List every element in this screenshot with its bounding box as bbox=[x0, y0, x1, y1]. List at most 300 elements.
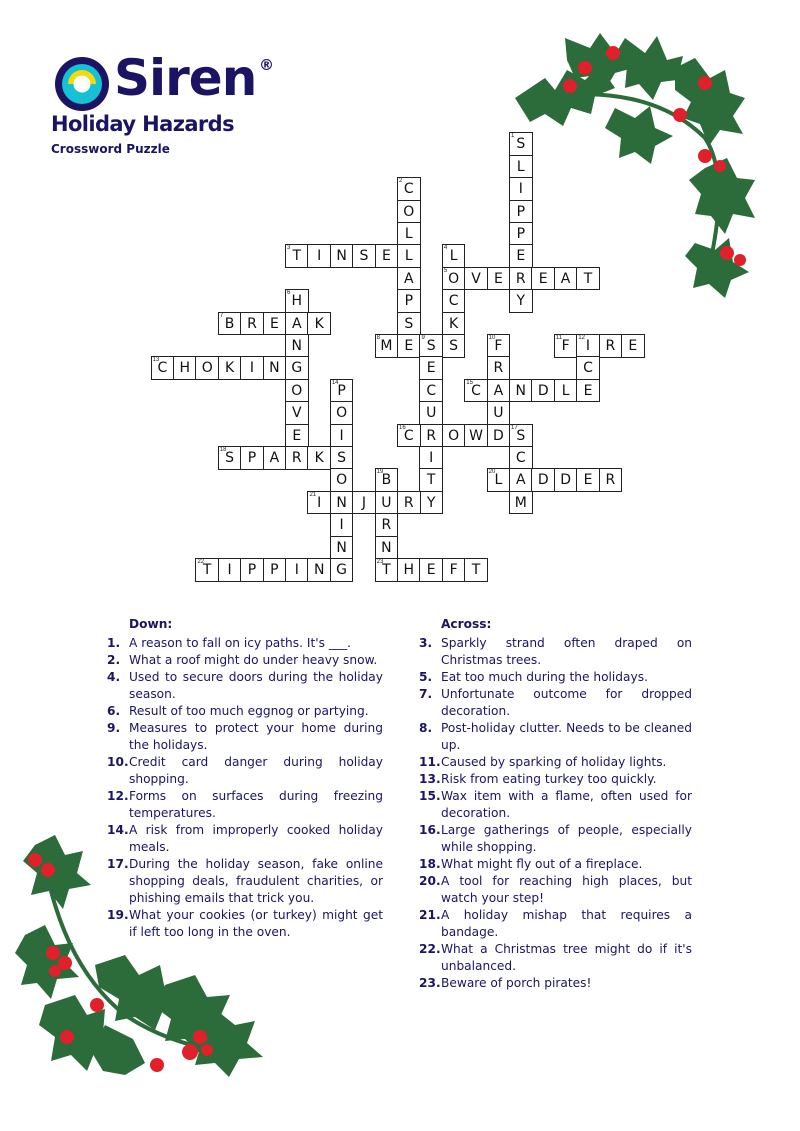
cell-letter: J bbox=[361, 494, 367, 511]
cell-letter: H bbox=[179, 360, 191, 377]
crossword-cell bbox=[195, 356, 219, 380]
crossword-cell bbox=[397, 222, 421, 246]
cell-letter: C bbox=[157, 360, 168, 377]
clue-down bbox=[107, 788, 383, 822]
clue-number: 15. bbox=[419, 789, 441, 803]
cell-letter: T bbox=[292, 248, 302, 265]
crossword-cell bbox=[218, 558, 242, 582]
cell-letter: P bbox=[516, 226, 526, 243]
crossword-cell bbox=[509, 424, 533, 448]
crossword-cell bbox=[240, 312, 264, 336]
crossword-cell bbox=[442, 289, 466, 313]
crossword-cell bbox=[352, 244, 376, 268]
cell-number: 4 bbox=[443, 245, 448, 252]
cell-letter: I bbox=[294, 562, 299, 579]
cell-letter: R bbox=[403, 494, 414, 511]
crossword-cell bbox=[419, 424, 443, 448]
crossword-cell bbox=[263, 446, 287, 470]
clue-text: Eat too much during the holidays. bbox=[441, 670, 648, 684]
cell-letter: S bbox=[516, 136, 526, 153]
clue-number: 11. bbox=[419, 755, 441, 769]
clue-number: 4. bbox=[107, 670, 121, 684]
cell-letter: T bbox=[202, 562, 212, 579]
cell-letter: E bbox=[404, 338, 414, 355]
clue-down bbox=[107, 856, 383, 907]
cell-letter: T bbox=[426, 472, 436, 489]
crossword-cell bbox=[487, 356, 511, 380]
cell-letter: A bbox=[560, 270, 571, 287]
cell-letter: C bbox=[471, 382, 481, 399]
cell-letter: C bbox=[403, 181, 414, 198]
cell-letter: B bbox=[224, 315, 235, 332]
crossword-cell bbox=[285, 334, 309, 358]
cell-letter: D bbox=[560, 472, 571, 489]
clue-across bbox=[419, 856, 692, 873]
cell-letter: B bbox=[381, 472, 392, 489]
cell-letter: O bbox=[403, 203, 415, 220]
cell-letter: F bbox=[449, 562, 458, 579]
cell-letter: U bbox=[381, 494, 392, 511]
crossword-cell bbox=[487, 401, 511, 425]
clue-text: Risk from eating turkey too quickly. bbox=[441, 772, 657, 786]
cell-letter: S bbox=[359, 248, 369, 265]
crossword-cell bbox=[151, 356, 175, 380]
clue-across bbox=[419, 635, 692, 669]
cell-number: 18 bbox=[219, 447, 227, 454]
clue-number: 10. bbox=[107, 755, 129, 769]
brand-name: Siren bbox=[114, 49, 257, 107]
cell-letter: P bbox=[337, 382, 346, 399]
crossword-cell bbox=[554, 334, 578, 358]
crossword-cell bbox=[576, 334, 600, 358]
crossword-cell bbox=[330, 468, 354, 492]
crossword-cell bbox=[509, 446, 533, 470]
clue-number: 23. bbox=[419, 976, 441, 990]
clue-across bbox=[419, 686, 692, 720]
clue-text: Beware of porch pirates! bbox=[441, 976, 592, 990]
cell-letter: E bbox=[381, 248, 391, 265]
cell-number: 11 bbox=[555, 335, 563, 342]
cell-letter: I bbox=[249, 360, 255, 377]
cell-letter: E bbox=[493, 270, 503, 287]
cell-letter: C bbox=[426, 382, 437, 399]
crossword-cell bbox=[218, 356, 242, 380]
clue-number: 7. bbox=[419, 687, 433, 701]
crossword-cell bbox=[464, 379, 488, 403]
cell-letter: R bbox=[426, 427, 437, 444]
clue-down bbox=[107, 907, 383, 941]
cell-letter: P bbox=[404, 293, 414, 310]
cell-letter: R bbox=[291, 450, 302, 467]
cell-letter: T bbox=[583, 270, 593, 287]
cell-letter: K bbox=[314, 315, 324, 332]
crossword-cell bbox=[442, 244, 466, 268]
crossword-cell bbox=[397, 334, 421, 358]
cell-letter: N bbox=[336, 539, 347, 556]
cell-letter: V bbox=[471, 270, 481, 287]
cell-letter: R bbox=[515, 270, 526, 287]
cell-number: 20 bbox=[488, 469, 496, 476]
crossword-cell bbox=[487, 468, 511, 492]
cell-letter: V bbox=[292, 405, 302, 422]
crossword-cell bbox=[419, 356, 443, 380]
crossword-cell bbox=[487, 267, 511, 291]
cell-letter: L bbox=[404, 226, 413, 243]
cell-letter: E bbox=[583, 382, 593, 399]
cell-letter: N bbox=[336, 494, 347, 511]
crossword-cell bbox=[509, 200, 533, 224]
cell-letter: O bbox=[448, 270, 460, 287]
clue-across bbox=[419, 907, 692, 941]
cell-number: 23 bbox=[376, 559, 384, 566]
crossword-cell bbox=[419, 401, 443, 425]
clue-across bbox=[419, 941, 692, 975]
crossword-cell bbox=[599, 334, 623, 358]
crossword-cell bbox=[330, 536, 354, 560]
cell-number: 6 bbox=[287, 290, 291, 297]
cell-letter: E bbox=[628, 338, 638, 355]
crossword-cell bbox=[285, 558, 309, 582]
cell-letter: O bbox=[448, 427, 460, 444]
crossword-cell bbox=[375, 558, 399, 582]
cell-letter: A bbox=[292, 315, 302, 332]
cell-letter: P bbox=[247, 450, 257, 467]
cell-letter: Y bbox=[516, 293, 526, 310]
crossword-cell bbox=[531, 468, 555, 492]
clue-number: 18. bbox=[419, 857, 441, 871]
crossword-cell bbox=[330, 513, 354, 537]
clue-number: 21. bbox=[419, 908, 441, 922]
cell-letter: O bbox=[336, 472, 348, 489]
cell-letter: U bbox=[426, 405, 437, 422]
clue-text: What your cookies (or turkey) might get if left too long in the oven. bbox=[129, 908, 383, 939]
cell-number: 19 bbox=[376, 469, 384, 476]
crossword-cell bbox=[330, 558, 354, 582]
clue-number: 16. bbox=[419, 823, 441, 837]
clue-text: Used to secure doors during the holiday season. bbox=[129, 670, 383, 701]
crossword-cell bbox=[509, 132, 533, 156]
cell-letter: O bbox=[201, 360, 213, 377]
clue-across bbox=[419, 822, 692, 856]
crossword-cell bbox=[509, 468, 533, 492]
clue-text: Caused by sparking of holiday lights. bbox=[441, 755, 667, 769]
crossword-cell bbox=[285, 446, 309, 470]
cell-letter: N bbox=[336, 248, 347, 265]
cell-number: 17 bbox=[511, 424, 518, 431]
cell-letter: O bbox=[291, 382, 303, 399]
cell-letter: S bbox=[225, 450, 235, 467]
crossword-cell bbox=[487, 334, 511, 358]
clue-across bbox=[419, 771, 692, 788]
crossword-cell bbox=[307, 446, 331, 470]
crossword-cell bbox=[419, 558, 443, 582]
clue-number: 1. bbox=[107, 636, 121, 650]
cell-number: 15 bbox=[466, 379, 473, 386]
crossword-cell bbox=[330, 424, 354, 448]
clue-text: A reason to fall on icy paths. It's ___. bbox=[129, 636, 351, 650]
cell-number: 10 bbox=[488, 335, 496, 342]
cell-letter: C bbox=[583, 360, 593, 377]
cell-number: 14 bbox=[331, 379, 339, 386]
crossword-cell bbox=[218, 312, 242, 336]
clue-number: 9. bbox=[107, 721, 121, 735]
cell-letter: P bbox=[270, 562, 279, 579]
crossword-cell bbox=[419, 334, 443, 358]
crossword-cell bbox=[419, 379, 443, 403]
clue-across bbox=[419, 975, 692, 992]
clue-across bbox=[419, 873, 692, 907]
cell-letter: R bbox=[605, 338, 616, 355]
crossword-cell bbox=[240, 446, 264, 470]
cell-number: 3 bbox=[287, 245, 291, 252]
cell-letter: E bbox=[516, 248, 526, 265]
crossword-cell bbox=[330, 244, 354, 268]
cell-letter: L bbox=[516, 158, 525, 175]
clue-down bbox=[107, 703, 383, 720]
cell-letter: M bbox=[380, 338, 393, 355]
crossword-cell bbox=[375, 491, 399, 515]
crossword-cell bbox=[397, 177, 421, 201]
cell-letter: C bbox=[515, 450, 526, 467]
crossword-cell bbox=[419, 446, 443, 470]
clue-number: 12. bbox=[107, 789, 129, 803]
cell-letter: P bbox=[247, 562, 257, 579]
page-subtitle: Crossword Puzzle bbox=[51, 142, 170, 156]
cell-number: 8 bbox=[376, 335, 380, 342]
crossword-cell bbox=[576, 379, 600, 403]
clue-text: A tool for reaching high places, but watch your step! bbox=[441, 874, 692, 905]
clue-text: During the holiday season, fake online shopping deals, fraudulent charities, or phishing emails that trick you. bbox=[129, 857, 383, 905]
crossword-cell bbox=[531, 379, 555, 403]
cell-letter: I bbox=[585, 338, 591, 355]
cell-letter: G bbox=[336, 562, 348, 579]
clue-text: Forms on surfaces during freezing temperatures. bbox=[129, 789, 383, 820]
cell-letter: S bbox=[337, 450, 347, 467]
crossword-cell bbox=[307, 558, 331, 582]
crossword-cell bbox=[599, 468, 623, 492]
cell-letter: E bbox=[426, 562, 436, 579]
cell-letter: Y bbox=[426, 494, 436, 511]
crossword-cell bbox=[531, 267, 555, 291]
cell-letter: D bbox=[537, 382, 549, 399]
crossword-cell bbox=[397, 244, 421, 268]
cell-letter: C bbox=[403, 427, 414, 444]
clue-text: A holiday mishap that requires a bandage. bbox=[441, 908, 692, 939]
cell-number: 1 bbox=[511, 133, 515, 140]
crossword-cell bbox=[330, 401, 354, 425]
crossword-cell bbox=[195, 558, 219, 582]
cell-letter: K bbox=[449, 315, 459, 332]
crossword-cell bbox=[375, 244, 399, 268]
crossword-cell bbox=[509, 244, 533, 268]
crossword-cell bbox=[621, 334, 645, 358]
cell-letter: L bbox=[494, 472, 503, 489]
across-clues bbox=[419, 616, 692, 992]
cell-letter: O bbox=[336, 405, 348, 422]
cell-letter: F bbox=[494, 338, 503, 355]
crossword-cell bbox=[464, 424, 488, 448]
cell-letter: S bbox=[426, 338, 436, 355]
cell-number: 5 bbox=[443, 267, 448, 274]
clue-text: Large gatherings of people, especially while shopping. bbox=[441, 823, 692, 854]
cell-letter: I bbox=[429, 450, 434, 467]
clue-down bbox=[107, 720, 383, 754]
crossword-cell bbox=[442, 424, 466, 448]
crossword-cell bbox=[464, 267, 488, 291]
crossword-cell bbox=[285, 289, 309, 313]
clue-down bbox=[107, 652, 383, 669]
cell-letter: L bbox=[404, 248, 413, 265]
clue-number: 14. bbox=[107, 823, 129, 837]
cell-letter: D bbox=[493, 427, 504, 444]
crossword-cell bbox=[442, 312, 466, 336]
crossword-cell bbox=[509, 177, 533, 201]
cell-number: 12 bbox=[578, 335, 585, 342]
crossword-cell bbox=[352, 491, 376, 515]
cell-letter: A bbox=[269, 450, 280, 467]
crossword-cell bbox=[576, 267, 600, 291]
cell-number: 22 bbox=[197, 559, 205, 566]
crossword-cell bbox=[330, 379, 354, 403]
cell-number: 16 bbox=[399, 424, 406, 431]
crossword-cell bbox=[263, 558, 287, 582]
clue-number: 3. bbox=[419, 636, 433, 650]
clue-number: 5. bbox=[419, 670, 433, 684]
cell-letter: P bbox=[516, 203, 526, 220]
crossword-cell bbox=[509, 379, 533, 403]
crossword-cell bbox=[509, 289, 533, 313]
clue-number: 19. bbox=[107, 908, 129, 922]
crossword-cell bbox=[442, 334, 466, 358]
crossword-cell bbox=[397, 424, 421, 448]
cell-letter: H bbox=[291, 293, 303, 310]
clue-text: Credit card danger during holiday shopping. bbox=[129, 755, 383, 786]
across-heading: Across: bbox=[441, 617, 492, 631]
crossword-cell bbox=[330, 491, 354, 515]
crossword-cell bbox=[375, 536, 399, 560]
crossword-cell bbox=[397, 289, 421, 313]
crossword-cell bbox=[464, 558, 488, 582]
registered-mark: ® bbox=[259, 56, 274, 74]
cell-letter: A bbox=[516, 472, 526, 489]
clue-down bbox=[107, 822, 383, 856]
crossword-cell bbox=[375, 468, 399, 492]
cell-letter: T bbox=[471, 562, 481, 579]
clue-text: What might fly out of a fireplace. bbox=[441, 857, 643, 871]
cell-letter: W bbox=[469, 427, 483, 444]
crossword-cell bbox=[554, 468, 578, 492]
crossword-cell bbox=[509, 222, 533, 246]
cell-letter: E bbox=[538, 270, 548, 287]
clue-number: 6. bbox=[107, 704, 121, 718]
cell-letter: L bbox=[449, 248, 458, 265]
crossword-cell bbox=[576, 468, 600, 492]
cell-letter: C bbox=[448, 293, 459, 310]
crossword-cell bbox=[285, 401, 309, 425]
crossword-cell bbox=[285, 312, 309, 336]
crossword-cell bbox=[397, 491, 421, 515]
clue-text: Sparkly strand often draped on Christmas trees. bbox=[441, 636, 692, 667]
cell-letter: N bbox=[291, 338, 303, 355]
clue-across bbox=[419, 720, 692, 754]
crossword-cell bbox=[218, 446, 242, 470]
cell-letter: I bbox=[317, 494, 322, 511]
clue-text: Unfortunate outcome for dropped decoration. bbox=[441, 687, 692, 718]
clue-text: Measures to protect your home during the holidays. bbox=[129, 721, 383, 752]
cell-letter: I bbox=[339, 427, 344, 444]
cell-letter: E bbox=[292, 427, 302, 444]
down-heading: Down: bbox=[129, 617, 173, 631]
cell-letter: E bbox=[269, 315, 279, 332]
crossword-cell bbox=[173, 356, 197, 380]
page-title: Holiday Hazards bbox=[51, 112, 234, 136]
cell-letter: T bbox=[382, 562, 391, 579]
crossword-cell bbox=[263, 312, 287, 336]
cell-letter: E bbox=[426, 360, 436, 377]
clue-down bbox=[107, 754, 383, 788]
cell-letter: N bbox=[269, 360, 280, 377]
clue-text: A risk from improperly cooked holiday meals. bbox=[129, 823, 383, 854]
cell-letter: F bbox=[561, 338, 570, 355]
clue-number: 20. bbox=[419, 874, 441, 888]
cell-number: 21 bbox=[309, 491, 317, 498]
crossword-cell bbox=[419, 468, 443, 492]
crossword-cell bbox=[397, 312, 421, 336]
clue-text: Wax item with a flame, often used for decoration. bbox=[441, 789, 692, 820]
cell-letter: D bbox=[537, 472, 549, 489]
cell-letter: S bbox=[449, 338, 459, 355]
cell-letter: N bbox=[313, 562, 325, 579]
crossword-cell bbox=[419, 491, 443, 515]
crossword-cell bbox=[576, 356, 600, 380]
crossword-cell bbox=[285, 356, 309, 380]
cell-letter: A bbox=[493, 382, 504, 399]
cell-number: 13 bbox=[152, 357, 160, 364]
clue-across bbox=[419, 669, 692, 686]
cell-letter: U bbox=[493, 405, 504, 422]
clue-text: Post-holiday clutter. Needs to be cleaned up. bbox=[441, 721, 692, 752]
crossword-cell bbox=[240, 558, 264, 582]
crossword-cell bbox=[375, 334, 399, 358]
crossword-cell bbox=[285, 424, 309, 448]
cell-letter: N bbox=[381, 539, 392, 556]
clue-across bbox=[419, 788, 692, 822]
cell-letter: I bbox=[317, 248, 322, 265]
cell-number: 2 bbox=[399, 178, 403, 185]
clue-number: 13. bbox=[419, 772, 441, 786]
cell-letter: N bbox=[515, 382, 527, 399]
cell-letter: L bbox=[561, 382, 570, 399]
clue-number: 2. bbox=[107, 653, 121, 667]
crossword-cell bbox=[487, 424, 511, 448]
crossword-cell bbox=[307, 491, 331, 515]
cell-letter: I bbox=[339, 517, 344, 534]
cell-letter: I bbox=[518, 181, 523, 198]
crossword-cell bbox=[442, 267, 466, 291]
crossword-cell bbox=[397, 267, 421, 291]
cell-letter: R bbox=[605, 472, 616, 489]
cell-letter: A bbox=[404, 270, 414, 287]
crossword-cell bbox=[263, 356, 287, 380]
crossword-cell bbox=[397, 558, 421, 582]
clue-across bbox=[419, 754, 692, 771]
crossword-cell bbox=[509, 267, 533, 291]
cell-number: 7 bbox=[219, 312, 224, 319]
crossword-cell bbox=[240, 356, 264, 380]
cell-number: 9 bbox=[421, 335, 425, 342]
crossword-cell bbox=[307, 244, 331, 268]
crossword-cell bbox=[307, 312, 331, 336]
